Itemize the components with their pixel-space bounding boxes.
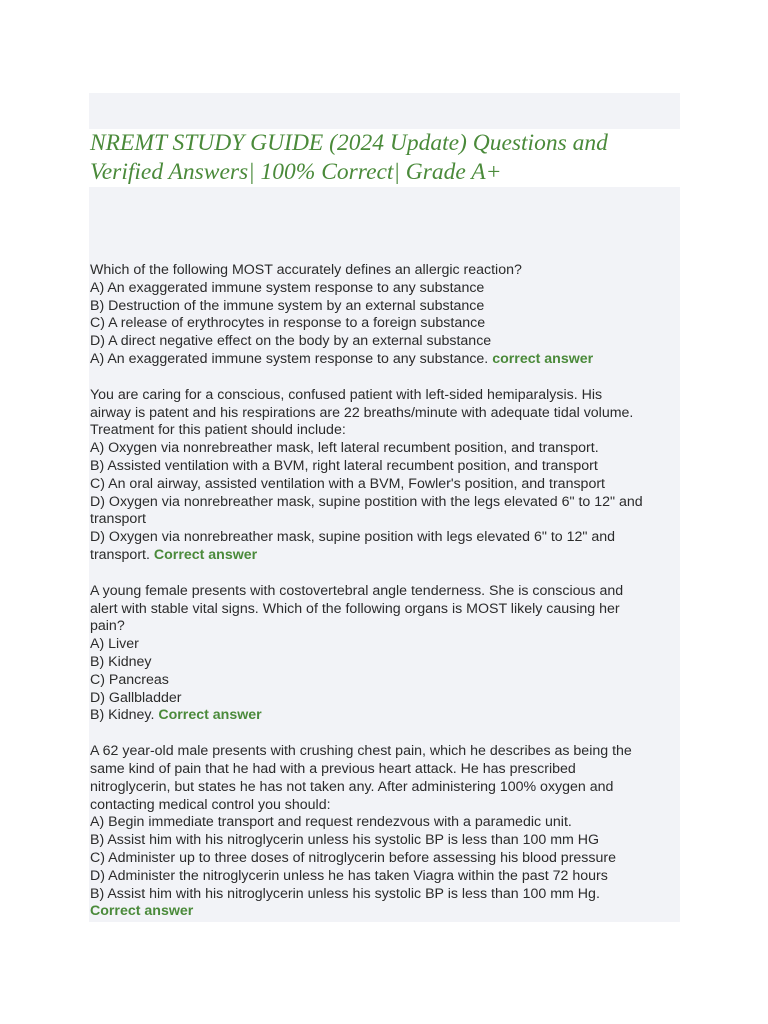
question-line: alert with stable vital signs. Which of the following organs is MOST likely causing her [90, 600, 620, 617]
question-line: pain? [90, 618, 125, 635]
question-line: A young female presents with costovertebral angle tenderness. She is conscious and [90, 582, 624, 599]
question-line: contacting medical control you should: [90, 796, 331, 813]
answer-option: B) Assisted ventilation with a BVM, right lateral recumbent position, and transport [90, 457, 598, 474]
question-block [90, 262, 678, 369]
answer-option: C) A release of erythrocytes in response to a foreign substance [90, 315, 486, 332]
answer-option: B) Kidney [90, 653, 152, 670]
answer-option: C) An oral airway, assisted ventilation with a BVM, Fowler's position, and transport [90, 475, 605, 492]
question-block [90, 743, 678, 921]
answer-text: B) Kidney. [90, 707, 155, 724]
answer-text: A) An exaggerated immune system response to any substance. [90, 350, 489, 367]
answer-option: C) Pancreas [90, 671, 169, 688]
question-line: You are caring for a conscious, confused patient with left-sided hemiparalysis. His [90, 386, 603, 403]
question-block [90, 387, 678, 565]
question-line: same kind of pain that he had with a previous heart attack. He has prescribed [90, 760, 576, 777]
answer-option: C) Administer up to three doses of nitroglycerin before assessing his blood pressure [90, 849, 616, 866]
answer-option: A) Oxygen via nonrebreather mask, left lateral recumbent position, and transport. [90, 440, 599, 457]
answer-text: transport. [90, 546, 150, 563]
answer-line: B) Assist him with his nitroglycerin unless his systolic BP is less than 100 mm Hg. [90, 885, 600, 902]
question-line: A 62 year-old male presents with crushing chest pain, which he describes as being the [90, 743, 632, 760]
answer-option: B) Destruction of the immune system by an external substance [90, 297, 485, 314]
answer-option: A) Begin immediate transport and request rendezvous with a paramedic unit. [90, 814, 572, 831]
answer-option: transport [90, 511, 146, 528]
correct-answer-label: Correct answer [90, 903, 194, 920]
answer-line [90, 903, 678, 921]
answer-option: D) Gallbladder [90, 689, 182, 706]
correct-answer-label: Correct answer [158, 707, 262, 724]
question-block [90, 583, 678, 725]
answer-option: D) Administer the nitroglycerin unless he has taken Viagra within the past 72 hours [90, 867, 608, 884]
header-band [89, 93, 680, 129]
answer-option: D) A direct negative effect on the body by an external substance [90, 333, 492, 350]
correct-answer-label: correct answer [492, 350, 594, 367]
question-line: airway is patent and his respirations are 22 breaths/minute with adequate tidal volume. [90, 404, 634, 421]
content-area [89, 187, 680, 922]
answer-option: A) An exaggerated immune system response to any substance [90, 279, 485, 296]
title-block [89, 129, 680, 187]
correct-answer-label: Correct answer [153, 546, 258, 563]
answer-line [90, 547, 678, 565]
question-line: nitroglycerin, but states he has not taken any. After administering 100% oxygen and [90, 778, 614, 795]
answer-option: A) Liver [90, 636, 139, 653]
answer-option: B) Assist him with his nitroglycerin unless his systolic BP is less than 100 mm HG [90, 832, 600, 849]
question-line: Treatment for this patient should include: [90, 422, 346, 439]
answer-line: D) Oxygen via nonrebreather mask, supine position with legs elevated 6" to 12" and [90, 529, 616, 546]
answer-line [90, 707, 678, 725]
question-list [90, 262, 678, 939]
document-title: NREMT STUDY GUIDE (2024 Update) Questions and Verified Answers| 100% Correct| Grade A+ [90, 130, 608, 185]
answer-line [90, 351, 678, 369]
question-line: Which of the following MOST accurately defines an allergic reaction? [90, 262, 522, 278]
answer-option: D) Oxygen via nonrebreather mask, supine postition with the legs elevated 6" to 12" and [90, 493, 643, 510]
